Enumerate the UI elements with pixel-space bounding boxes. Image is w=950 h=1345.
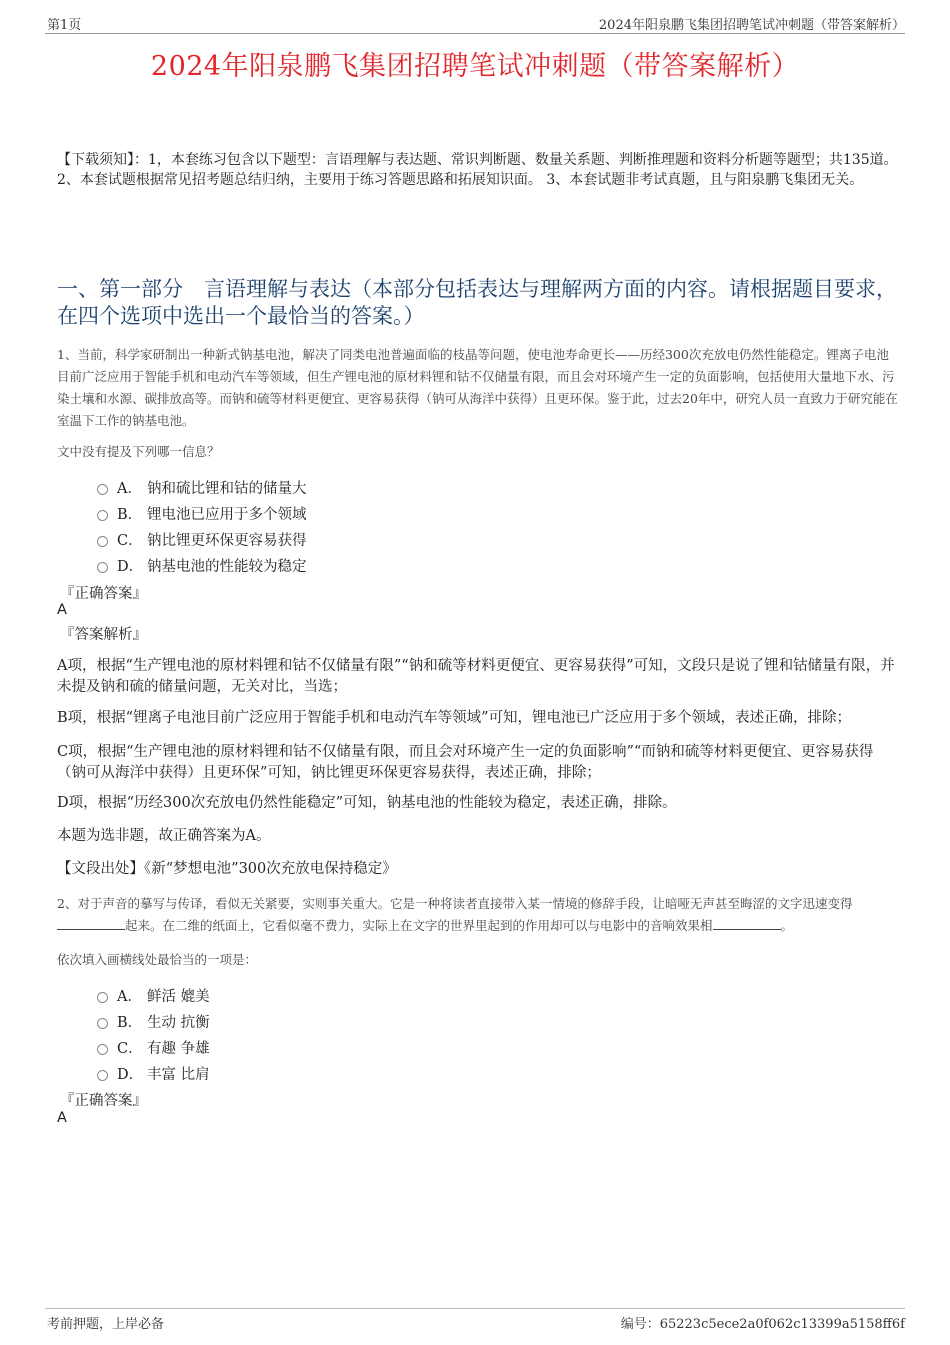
radio-icon[interactable]	[97, 1018, 108, 1029]
document-id: 编号：65223c5ece2a0f062c13399a5158ff6f	[620, 1317, 905, 1332]
correct-answer-label: 『正确答案』	[60, 586, 147, 602]
question-1-option-d[interactable]	[97, 555, 307, 576]
option-text: 丰富 比肩	[147, 1067, 210, 1083]
question-2-option-a[interactable]	[97, 985, 210, 1006]
correct-answer: A	[57, 602, 67, 618]
running-title: 2024年阳泉鹏飞集团招聘笔试冲刺题（带答案解析）	[598, 18, 905, 33]
question-1-prompt: 文中没有提及下列哪一信息？	[57, 444, 220, 459]
stem-part-1: 2、对于声音的摹写与传译，看似无关紧要，实则事关重大。它是一种将读者直接带入某一情境的修辞手段，让暗哑无声甚至晦涩的文字迅速变得	[57, 896, 853, 911]
footer-divider	[45, 1308, 905, 1309]
analysis-a: A项，根据“生产锂电池的原材料锂和钴不仅储量有限”“钠和硫等材料更便宜、更容易获得”可知，文段只是说了锂和钴储量有限，并未提及钠和硫的储量问题，无关对比，当选；	[57, 658, 895, 695]
page-title: 2024年阳泉鹏飞集团招聘笔试冲刺题（带答案解析）	[150, 51, 800, 82]
download-notice: 【下载须知】：1，本套练习包含以下题型：言语理解与表达题、常识判断题、数量关系题、判断推理题和资料分析题等题型；共135道。 2、本套试题根据常见招考题总结归纳，主要用于练习答题思路和拓展知识面。 3、本套试题非考试真题，且与阳泉鹏飞集团无关。	[57, 152, 898, 188]
option-text: 锂电池已应用于多个领域	[147, 507, 307, 523]
radio-icon[interactable]	[97, 562, 108, 573]
option-letter: A．	[117, 989, 142, 1005]
option-letter: D．	[117, 1067, 144, 1083]
question-2-option-c[interactable]	[97, 1037, 210, 1058]
question-1-option-b[interactable]	[97, 503, 307, 524]
section-heading: 一、第一部分 言语理解与表达（本部分包括表达与理解两方面的内容。请根据题目要求，在四个选项中选出一个最恰当的答案。）	[57, 277, 897, 328]
page-number: 第1页	[47, 18, 82, 33]
option-letter: C．	[117, 533, 143, 549]
radio-icon[interactable]	[97, 510, 108, 521]
option-text: 钠和硫比锂和钴的储量大	[147, 481, 307, 497]
question-2-option-d[interactable]	[97, 1063, 210, 1084]
question-2-option-b[interactable]	[97, 1011, 210, 1032]
option-text: 有趣 争雄	[147, 1041, 210, 1057]
footer-slogan: 考前押题，上岸必备	[47, 1317, 165, 1332]
header-divider	[45, 33, 905, 34]
analysis-d: D项，根据“历经300次充放电仍然性能稳定”可知，钠基电池的性能较为稳定，表述正确，排除。	[57, 795, 677, 811]
analysis-c: C项，根据“生产锂电池的原材料锂和钴不仅储量有限，而且会对环境产生一定的负面影响”“而钠和硫等材料更便宜、更容易获得（钠可从海洋中获得）且更环保”可知，钠比锂更环保更容易获得，表述正确，排除；	[57, 744, 874, 781]
radio-icon[interactable]	[97, 484, 108, 495]
correct-answer: A	[57, 1110, 67, 1126]
option-letter: A．	[117, 481, 142, 497]
option-letter: C．	[117, 1041, 143, 1057]
option-letter: B．	[117, 1015, 143, 1031]
radio-icon[interactable]	[97, 1070, 108, 1081]
option-text: 钠比锂更环保更容易获得	[147, 533, 307, 549]
option-text: 生动 抗衡	[147, 1015, 210, 1031]
source-citation: 【文段出处】《新“梦想电池”300次充放电保持稳定》	[57, 861, 397, 877]
option-letter: D．	[117, 559, 144, 575]
question-2-prompt: 依次填入画横线处最恰当的一项是：	[57, 952, 258, 967]
option-text: 钠基电池的性能较为稳定	[147, 559, 307, 575]
analysis-b: B项，根据“锂离子电池目前广泛应用于智能手机和电动汽车等领域”可知，锂电池已广泛应用于多个领域，表述正确，排除；	[57, 710, 851, 726]
conclusion: 本题为选非题，故正确答案为A。	[57, 828, 271, 844]
stem-part-3: 。	[780, 918, 794, 933]
radio-icon[interactable]	[97, 536, 108, 547]
analysis-label: 『答案解析』	[60, 627, 147, 643]
question-1-option-c[interactable]	[97, 529, 307, 550]
radio-icon[interactable]	[97, 1044, 108, 1055]
option-letter: B．	[117, 507, 143, 523]
fill-blank-2	[713, 917, 781, 930]
question-1-option-a[interactable]	[97, 477, 307, 498]
correct-answer-label: 『正确答案』	[60, 1093, 147, 1109]
question-1-stem: 1、当前，科学家研制出一种新式钠基电池，解决了同类电池普遍面临的枝晶等问题，使电池寿命更长——历经300次充放电仍然性能稳定。锂离子电池目前广泛应用于智能手机和电动汽车等领域，但生产锂电池的原材料锂和钴不仅储量有限，而且会对环境产生一定的负面影响，包括使用大量地下水、污染土壤和水源、碳排放高等。而钠和硫等材料更便宜、更容易获得（钠可从海洋中获得）且更环保。鉴于此，过去20年中，研究人员一直致力于研究能在室温下工作的钠基电池。	[57, 347, 898, 428]
fill-blank-1	[57, 917, 125, 930]
option-text: 鲜活 媲美	[147, 989, 210, 1005]
radio-icon[interactable]	[97, 992, 108, 1003]
question-2-stem	[57, 893, 898, 937]
stem-part-2: 起来。在二维的纸面上，它看似毫不费力，实际上在文字的世界里起到的作用却可以与电影中的音响效果相	[125, 918, 713, 933]
